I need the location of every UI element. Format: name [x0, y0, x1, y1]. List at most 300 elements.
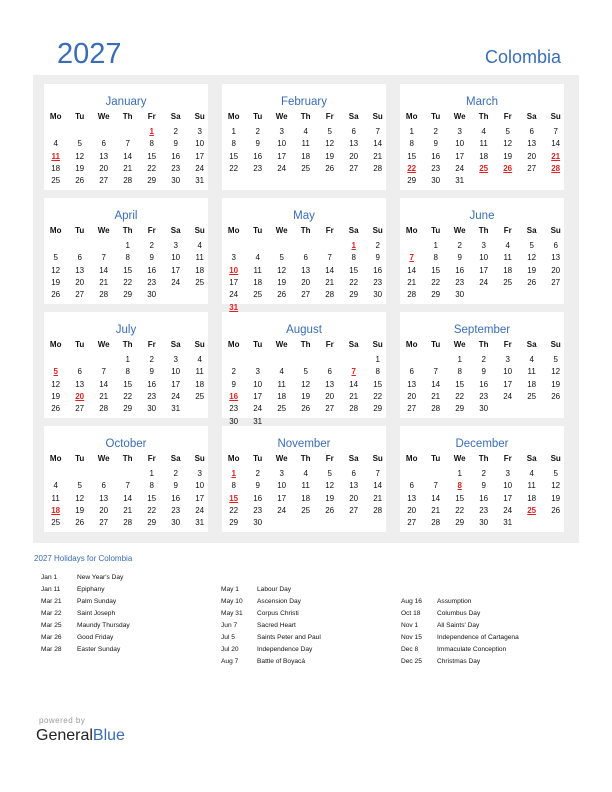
- holiday-date: Jul 5: [221, 634, 235, 641]
- day-cell: 28: [407, 290, 417, 300]
- holiday-row: [401, 658, 576, 668]
- day-cell: 20: [99, 163, 109, 173]
- day-cell: 23: [455, 277, 465, 287]
- day-cell: 7: [327, 253, 332, 263]
- weekday-header: Mo: [227, 226, 240, 235]
- holiday-name: Assumption: [437, 598, 472, 605]
- holiday-day-cell: 21: [551, 151, 561, 161]
- day-cell: 2: [481, 469, 486, 478]
- weekday-header: Su: [372, 340, 383, 349]
- day-cell: 20: [325, 391, 335, 401]
- day-cell: 24: [171, 277, 181, 287]
- day-cell: 21: [123, 505, 133, 515]
- day-cell: 15: [123, 379, 133, 389]
- holiday-row: [221, 622, 396, 632]
- month-april: [44, 198, 208, 304]
- day-cell: 13: [407, 493, 417, 503]
- day-cell: 1: [457, 355, 462, 364]
- day-cell: 8: [231, 139, 236, 149]
- holiday-day-cell: 1: [149, 127, 154, 136]
- day-cell: 17: [455, 151, 465, 161]
- day-cell: 27: [75, 404, 85, 414]
- day-cell: 12: [325, 481, 335, 491]
- day-cell: 10: [195, 139, 205, 149]
- powered-by-text: powered by: [39, 716, 86, 725]
- day-cell: 25: [195, 391, 205, 401]
- weekday-header: Mo: [405, 226, 418, 235]
- weekday-header: Sa: [348, 340, 359, 349]
- day-cell: 13: [75, 265, 85, 275]
- day-cell: 22: [349, 277, 359, 287]
- weekday-header: Tu: [253, 112, 263, 121]
- month-title: February: [280, 96, 328, 108]
- day-cell: 30: [171, 518, 181, 528]
- day-cell: 23: [431, 163, 441, 173]
- day-cell: 12: [277, 265, 287, 275]
- day-cell: 16: [147, 379, 157, 389]
- day-cell: 27: [99, 518, 109, 528]
- day-cell: 17: [229, 277, 239, 287]
- day-cell: 29: [147, 518, 157, 528]
- holiday-name: Sacred Heart: [257, 622, 296, 629]
- day-cell: 19: [301, 391, 311, 401]
- day-cell: 11: [277, 379, 286, 389]
- day-cell: 30: [431, 176, 441, 186]
- holiday-day-cell: 26: [503, 163, 513, 173]
- day-cell: 22: [373, 391, 383, 401]
- day-cell: 1: [433, 241, 438, 250]
- holiday-row: [221, 598, 396, 608]
- day-cell: 21: [373, 493, 383, 503]
- month-february: [222, 84, 386, 190]
- day-cell: 3: [231, 253, 236, 263]
- day-cell: 8: [149, 139, 154, 149]
- day-cell: 26: [51, 290, 61, 300]
- country-title: Colombia: [484, 47, 561, 67]
- day-cell: 22: [455, 505, 465, 515]
- day-cell: 27: [407, 404, 417, 414]
- day-cell: 5: [505, 127, 510, 136]
- weekday-header: We: [97, 112, 110, 121]
- weekday-header: Mo: [227, 340, 240, 349]
- day-cell: 5: [303, 367, 308, 377]
- day-cell: 11: [301, 481, 310, 491]
- day-cell: 23: [171, 163, 181, 173]
- day-cell: 23: [373, 277, 383, 287]
- day-cell: 11: [301, 139, 310, 149]
- day-cell: 10: [195, 481, 205, 491]
- month-title: July: [115, 324, 137, 336]
- day-cell: 18: [277, 391, 287, 401]
- day-cell: 8: [457, 367, 462, 377]
- day-cell: 4: [53, 481, 58, 491]
- day-cell: 6: [351, 469, 356, 478]
- day-cell: 4: [303, 469, 308, 478]
- holiday-day-cell: 22: [407, 163, 417, 173]
- day-cell: 6: [529, 127, 534, 136]
- weekday-header: Tu: [75, 226, 85, 235]
- day-cell: 1: [457, 469, 462, 478]
- day-cell: 26: [51, 404, 61, 414]
- holiday-day-cell: 15: [229, 493, 239, 503]
- weekday-header: Mo: [49, 112, 62, 121]
- day-cell: 9: [481, 367, 486, 377]
- day-cell: 17: [277, 493, 287, 503]
- day-cell: 20: [75, 277, 85, 287]
- day-cell: 2: [481, 355, 486, 364]
- month-title: January: [105, 96, 147, 108]
- month-title: October: [105, 438, 147, 450]
- holiday-date: Aug 16: [401, 598, 422, 605]
- weekday-header: Sa: [526, 226, 537, 235]
- day-cell: 3: [173, 355, 178, 364]
- holiday-name: Easter Sunday: [77, 646, 121, 653]
- day-cell: 15: [455, 493, 465, 503]
- weekday-header: Sa: [348, 112, 359, 121]
- day-cell: 9: [457, 253, 462, 263]
- day-cell: 20: [407, 391, 417, 401]
- day-cell: 28: [99, 290, 109, 300]
- holiday-date: Jan 1: [41, 574, 58, 581]
- day-cell: 14: [99, 265, 109, 275]
- day-cell: 24: [277, 163, 287, 173]
- weekday-header: Sa: [170, 340, 181, 349]
- weekday-header: Th: [478, 454, 489, 463]
- month-january: [44, 84, 208, 190]
- day-cell: 6: [409, 481, 414, 491]
- day-cell: 10: [171, 367, 181, 377]
- holiday-row: [41, 622, 216, 632]
- day-cell: 17: [195, 493, 205, 503]
- holiday-row: [41, 610, 216, 620]
- day-cell: 19: [527, 265, 537, 275]
- day-cell: 21: [431, 505, 441, 515]
- holiday-row: [401, 634, 576, 644]
- day-cell: 6: [351, 127, 356, 136]
- day-cell: 12: [503, 139, 513, 149]
- day-cell: 12: [75, 151, 85, 161]
- weekday-header: Su: [372, 112, 383, 121]
- day-cell: 5: [327, 469, 332, 478]
- day-cell: 3: [279, 469, 284, 478]
- day-cell: 23: [253, 505, 263, 515]
- day-cell: 21: [431, 391, 441, 401]
- day-cell: 19: [503, 151, 513, 161]
- holidays-title: 2027 Holidays for Colombia: [34, 554, 133, 563]
- weekday-header: Tu: [431, 226, 441, 235]
- day-cell: 20: [407, 505, 417, 515]
- day-cell: 18: [503, 265, 513, 275]
- day-cell: 5: [529, 241, 534, 250]
- day-cell: 27: [527, 163, 537, 173]
- day-cell: 18: [253, 277, 263, 287]
- day-cell: 9: [231, 379, 236, 389]
- day-cell: 21: [407, 277, 417, 287]
- day-cell: 21: [349, 391, 359, 401]
- day-cell: 28: [431, 404, 441, 414]
- weekday-header: Su: [194, 112, 205, 121]
- holiday-date: Mar 22: [41, 610, 62, 617]
- day-cell: 16: [479, 493, 489, 503]
- weekday-header: Sa: [170, 112, 181, 121]
- day-cell: 26: [527, 277, 537, 287]
- day-cell: 7: [375, 127, 380, 136]
- day-cell: 14: [123, 151, 133, 161]
- weekday-header: Fr: [325, 226, 334, 235]
- day-cell: 2: [173, 127, 178, 136]
- day-cell: 28: [349, 404, 359, 414]
- day-cell: 13: [407, 379, 417, 389]
- weekday-header: Th: [300, 112, 311, 121]
- day-cell: 26: [551, 505, 561, 515]
- generalblue-logo[interactable]: [36, 727, 125, 745]
- day-cell: 19: [75, 505, 85, 515]
- day-cell: 19: [51, 277, 61, 287]
- weekday-header: Sa: [348, 454, 359, 463]
- holiday-name: Labour Day: [257, 586, 292, 593]
- day-cell: 24: [229, 290, 239, 300]
- holiday-date: Mar 26: [41, 634, 62, 641]
- day-cell: 4: [279, 367, 284, 377]
- weekday-header: We: [97, 226, 110, 235]
- weekday-header: We: [97, 454, 110, 463]
- day-cell: 12: [551, 481, 561, 491]
- day-cell: 19: [325, 151, 335, 161]
- holiday-date: Mar 21: [41, 598, 62, 605]
- day-cell: 13: [349, 139, 359, 149]
- day-cell: 23: [147, 277, 157, 287]
- day-cell: 9: [173, 481, 178, 491]
- holiday-name: Independence of Cartagena: [437, 634, 519, 641]
- day-cell: 30: [229, 416, 239, 426]
- day-cell: 1: [375, 355, 380, 364]
- day-cell: 24: [479, 277, 489, 287]
- day-cell: 30: [147, 290, 157, 300]
- day-cell: 18: [301, 493, 311, 503]
- weekday-header: Fr: [147, 454, 156, 463]
- weekday-header: Fr: [503, 454, 512, 463]
- day-cell: 18: [51, 163, 61, 173]
- day-cell: 15: [123, 265, 133, 275]
- holiday-day-cell: 18: [51, 505, 61, 515]
- holiday-day-cell: 31: [229, 302, 239, 312]
- day-cell: 19: [277, 277, 287, 287]
- day-cell: 2: [173, 469, 178, 478]
- weekday-header: Fr: [503, 112, 512, 121]
- day-cell: 26: [75, 518, 85, 528]
- day-cell: 19: [551, 379, 561, 389]
- day-cell: 30: [253, 518, 263, 528]
- day-cell: 27: [407, 518, 417, 528]
- weekday-header: We: [275, 340, 288, 349]
- holiday-row: [401, 610, 576, 620]
- day-cell: 17: [171, 379, 181, 389]
- day-cell: 14: [407, 265, 417, 275]
- holiday-name: Epiphany: [77, 586, 105, 593]
- day-cell: 16: [431, 151, 441, 161]
- day-cell: 9: [149, 367, 154, 377]
- day-cell: 11: [527, 367, 536, 377]
- holiday-day-cell: 7: [351, 367, 356, 377]
- day-cell: 15: [407, 151, 417, 161]
- day-cell: 22: [455, 391, 465, 401]
- day-cell: 22: [147, 163, 157, 173]
- brand-general: General: [36, 727, 93, 744]
- day-cell: 5: [327, 127, 332, 136]
- day-cell: 8: [351, 253, 356, 263]
- holiday-row: [221, 634, 396, 644]
- month-september: [400, 312, 564, 418]
- day-cell: 13: [527, 139, 537, 149]
- holiday-row: [41, 574, 216, 584]
- day-cell: 31: [195, 518, 205, 528]
- day-cell: 17: [503, 379, 513, 389]
- weekday-header: Mo: [405, 340, 418, 349]
- holiday-day-cell: 28: [551, 163, 561, 173]
- weekday-header: Sa: [526, 454, 537, 463]
- holiday-row: [221, 658, 396, 668]
- day-cell: 11: [479, 139, 488, 149]
- day-cell: 18: [301, 151, 311, 161]
- day-cell: 24: [503, 391, 513, 401]
- day-cell: 21: [373, 151, 383, 161]
- day-cell: 20: [349, 151, 359, 161]
- day-cell: 3: [505, 469, 510, 478]
- holiday-day-cell: 16: [229, 391, 239, 401]
- holiday-name: Battle of Boyacá: [257, 658, 306, 665]
- day-cell: 27: [325, 404, 335, 414]
- day-cell: 25: [301, 505, 311, 515]
- day-cell: 21: [325, 277, 335, 287]
- day-cell: 22: [431, 277, 441, 287]
- day-cell: 4: [197, 355, 202, 364]
- day-cell: 29: [123, 290, 133, 300]
- day-cell: 31: [503, 518, 513, 528]
- day-cell: 5: [279, 253, 284, 263]
- weekday-header: Th: [122, 454, 133, 463]
- day-cell: 15: [229, 151, 239, 161]
- day-cell: 8: [125, 253, 130, 263]
- day-cell: 14: [551, 139, 561, 149]
- month-title: April: [114, 210, 138, 222]
- day-cell: 16: [253, 493, 263, 503]
- day-cell: 13: [99, 151, 109, 161]
- day-cell: 25: [195, 277, 205, 287]
- weekday-header: Su: [194, 454, 205, 463]
- weekday-header: Sa: [170, 454, 181, 463]
- day-cell: 7: [375, 469, 380, 478]
- weekday-header: Sa: [526, 112, 537, 121]
- day-cell: 3: [481, 241, 486, 250]
- holiday-row: [401, 646, 576, 656]
- day-cell: 22: [123, 391, 133, 401]
- holiday-day-cell: 8: [457, 481, 462, 491]
- weekday-header: Su: [550, 454, 561, 463]
- month-title: May: [293, 210, 315, 222]
- day-cell: 14: [431, 379, 441, 389]
- day-cell: 28: [431, 518, 441, 528]
- weekday-header: Sa: [526, 340, 537, 349]
- holiday-date: Jan 11: [41, 586, 61, 593]
- day-cell: 12: [325, 139, 335, 149]
- day-cell: 12: [301, 379, 311, 389]
- day-cell: 1: [409, 127, 414, 136]
- holiday-name: Palm Sunday: [77, 598, 117, 605]
- holiday-name: Corpus Christi: [257, 610, 299, 617]
- day-cell: 29: [147, 176, 157, 186]
- day-cell: 11: [503, 253, 512, 263]
- day-cell: 9: [481, 481, 486, 491]
- weekday-header: Tu: [431, 340, 441, 349]
- day-cell: 9: [255, 139, 260, 149]
- day-cell: 29: [349, 290, 359, 300]
- day-cell: 31: [195, 176, 205, 186]
- holiday-name: Independence Day: [257, 646, 313, 653]
- day-cell: 26: [551, 391, 561, 401]
- day-cell: 9: [173, 139, 178, 149]
- day-cell: 20: [99, 505, 109, 515]
- day-cell: 14: [373, 139, 383, 149]
- holiday-name: Saint Joseph: [77, 610, 116, 617]
- day-cell: 10: [171, 253, 181, 263]
- weekday-header: Sa: [348, 226, 359, 235]
- day-cell: 11: [195, 367, 204, 377]
- day-cell: 14: [373, 481, 383, 491]
- day-cell: 6: [327, 367, 332, 377]
- day-cell: 3: [505, 355, 510, 364]
- day-cell: 27: [75, 290, 85, 300]
- holiday-date: Mar 28: [41, 646, 62, 653]
- weekday-header: Mo: [49, 454, 62, 463]
- day-cell: 19: [325, 493, 335, 503]
- holiday-day-cell: 25: [527, 505, 537, 515]
- day-cell: 17: [503, 493, 513, 503]
- day-cell: 2: [255, 127, 260, 136]
- day-cell: 29: [455, 518, 465, 528]
- weekday-header: Fr: [325, 454, 334, 463]
- day-cell: 29: [431, 290, 441, 300]
- day-cell: 14: [325, 265, 335, 275]
- day-cell: 20: [527, 151, 537, 161]
- day-cell: 5: [553, 355, 558, 364]
- weekday-header: Mo: [227, 454, 240, 463]
- day-cell: 15: [431, 265, 441, 275]
- day-cell: 11: [527, 481, 536, 491]
- month-title: December: [455, 438, 509, 450]
- weekday-header: Tu: [75, 112, 85, 121]
- day-cell: 8: [409, 139, 414, 149]
- day-cell: 12: [51, 265, 61, 275]
- day-cell: 26: [75, 176, 85, 186]
- day-cell: 5: [553, 469, 558, 478]
- day-cell: 28: [373, 505, 383, 515]
- day-cell: 23: [253, 163, 263, 173]
- day-cell: 4: [529, 469, 534, 478]
- weekday-header: Th: [300, 226, 311, 235]
- holiday-row: [41, 586, 216, 596]
- day-cell: 9: [255, 481, 260, 491]
- day-cell: 19: [75, 163, 85, 173]
- weekday-header: Tu: [431, 454, 441, 463]
- weekday-header: Mo: [405, 112, 418, 121]
- day-cell: 28: [325, 290, 335, 300]
- day-cell: 15: [147, 493, 157, 503]
- day-cell: 18: [479, 151, 489, 161]
- holiday-name: Columbus Day: [437, 610, 481, 617]
- day-cell: 31: [171, 404, 181, 414]
- day-cell: 3: [173, 241, 178, 250]
- weekday-header: Fr: [503, 340, 512, 349]
